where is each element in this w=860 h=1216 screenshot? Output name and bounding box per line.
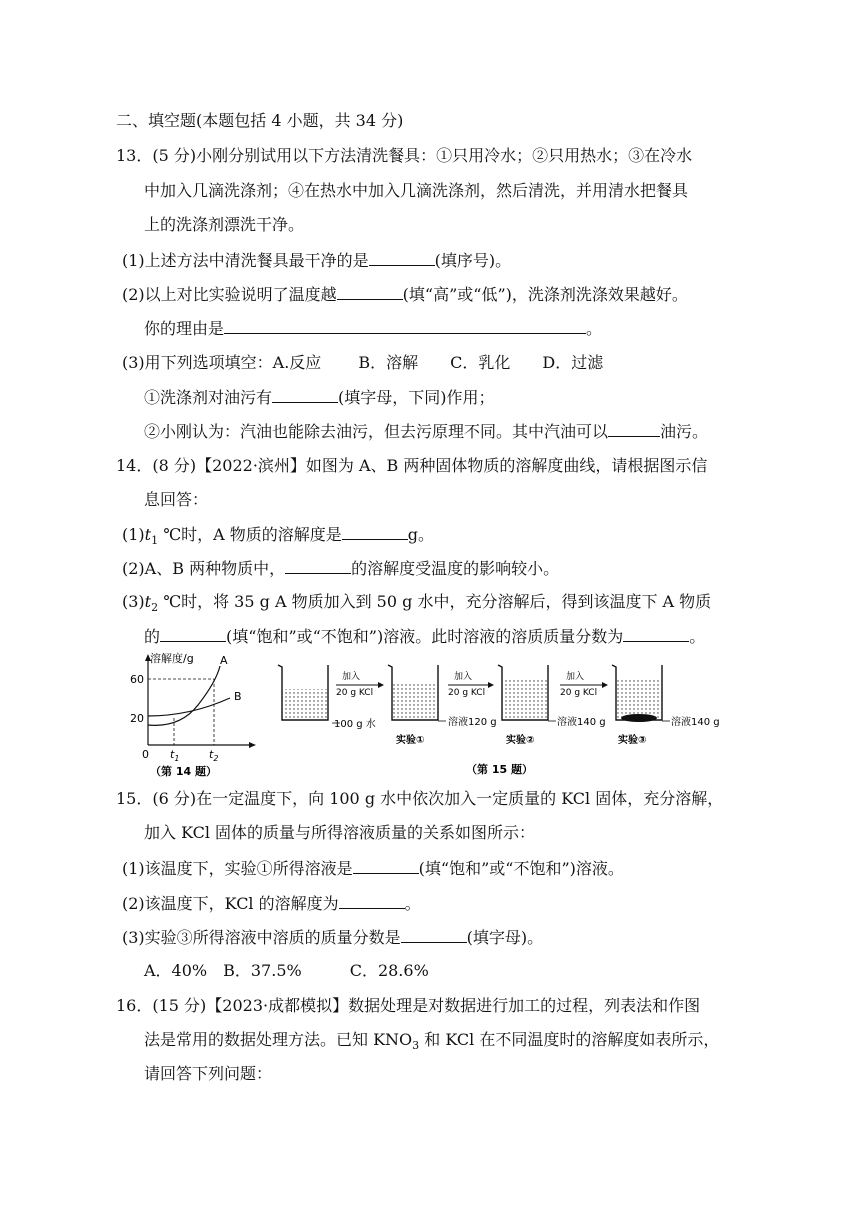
- beaker-exp1: [388, 665, 438, 720]
- t2-tick: $t_2$: [209, 748, 219, 763]
- q14-p1-tail: g。: [407, 525, 434, 544]
- answer-blank[interactable]: [342, 523, 408, 540]
- arrow-1: [378, 682, 384, 688]
- q15-p3-tail: (填字母)。: [466, 928, 544, 947]
- q15-part1: [122, 857, 624, 880]
- add-label-1: 加入: [342, 672, 361, 682]
- q14-p3e-text: 。: [689, 627, 706, 646]
- curve-b: [148, 698, 230, 716]
- q13-sub1-tail: (填字母，下同)作用；: [338, 388, 495, 407]
- curve-a: [148, 666, 220, 725]
- answer-blank[interactable]: [224, 317, 586, 334]
- q14-p1-text: ℃时，A 物质的溶解度是: [158, 525, 342, 544]
- q13-part3-sub1: [144, 386, 495, 409]
- origin-label: 0: [142, 748, 149, 761]
- q13-part3-sub2: [144, 420, 708, 443]
- kcl-label-1: 20 g KCl: [336, 688, 374, 698]
- solution-120-label: 溶液120 g: [448, 717, 497, 728]
- q13-reason: [144, 317, 602, 340]
- q15-p2-tail: 。: [404, 894, 421, 913]
- q13-part2: [122, 283, 688, 306]
- arrow-3: [602, 682, 608, 688]
- beaker-exp3: [612, 665, 662, 722]
- answer-blank[interactable]: [353, 857, 419, 874]
- answer-blank[interactable]: [272, 386, 338, 403]
- t2-symbol: t: [144, 592, 152, 611]
- figure-14-caption: （第 14 题）: [150, 765, 217, 778]
- q14-p2-tail: 的溶解度受温度的影响较小。: [351, 559, 560, 578]
- y-tick-60: 60: [130, 673, 144, 686]
- exp3-label: 实验③: [618, 735, 647, 746]
- solution-140-label-a: 溶液140 g: [557, 717, 606, 728]
- y-axis-label: 溶解度/g: [150, 652, 194, 665]
- x-axis-arrow: [249, 742, 256, 748]
- q15-p1-text: (1)该温度下，实验①所得溶液是: [122, 859, 353, 878]
- exp2-label: 实验②: [506, 735, 535, 746]
- answer-blank[interactable]: [339, 892, 405, 909]
- q14-line2: 息回答：: [144, 490, 209, 509]
- beaker-exp2: [498, 665, 548, 720]
- beaker-water: [278, 665, 328, 720]
- t1-symbol: t: [144, 525, 152, 544]
- q13-reason-tail: 。: [586, 319, 603, 338]
- curve-a-label: A: [220, 654, 228, 667]
- q13-part3: (3)用下列选项填空：A.反应 B．溶解 C．乳化 D．过滤: [122, 353, 604, 372]
- curve-b-label: B: [234, 690, 242, 703]
- q13-line3: 上的洗涤剂漂洗干净。: [144, 215, 305, 234]
- q15-options: A．40% B．37.5% C．28.6%: [144, 961, 429, 980]
- kcl-label-2: 20 g KCl: [448, 688, 486, 698]
- q13-reason-text: 你的理由是: [144, 319, 225, 338]
- q16-line1: 16．(15 分)【2023·成都模拟】数据处理是对数据进行加工的过程，列表法和作图: [116, 996, 701, 1015]
- undissolved-solid: [621, 714, 657, 722]
- q16-line2: [144, 1029, 719, 1057]
- t2-subscript: 2: [151, 601, 159, 615]
- q15-part3: [122, 926, 543, 949]
- kcl-label-3: 20 g KCl: [560, 688, 598, 698]
- q13-sub1-text: ①洗涤剂对油污有: [144, 388, 273, 407]
- q15-part2: [122, 892, 421, 915]
- q13-part2-tail: (填“高”或“低”)，洗涤剂洗涤效果越好。: [402, 285, 688, 304]
- q16-l2-tail: 和 KCl 在不同温度时的溶解度如表所示，: [419, 1030, 720, 1049]
- q13-sub2-tail: 油污。: [660, 422, 709, 441]
- solution-140-label-b: 溶液140 g: [671, 717, 720, 728]
- q14-p3-text: ℃时，将 35 g A 物质加入到 50 g 水中，充分溶解后，得到该温度下 A 物质: [158, 592, 712, 611]
- exp1-label: 实验①: [396, 735, 425, 746]
- answer-blank[interactable]: [285, 557, 351, 574]
- section-heading: 二、填空题(本题包括 4 小题，共 34 分): [116, 111, 404, 130]
- q13-line1: 13．(5 分)小刚分别试用以下方法清洗餐具：①只用冷水；②只用热水；③在冷水: [116, 146, 693, 165]
- arrow-2: [488, 682, 494, 688]
- q14-line1: 14．(8 分)【2022·滨州】如图为 A、B 两种固体物质的溶解度曲线，请根据图示信: [116, 456, 708, 475]
- q13-sub2-text: ②小刚认为：汽油也能除去油污，但去污原理不同。其中汽油可以: [144, 422, 609, 441]
- kno3-subscript: 3: [412, 1039, 420, 1053]
- answer-blank[interactable]: [337, 283, 403, 300]
- q14-part3: [122, 591, 711, 619]
- q13-line2: 中加入几滴洗涤剂；④在热水中加入几滴洗涤剂，然后清洗，并用清水把餐具: [144, 181, 689, 200]
- figure-15-caption: （第 15 题）: [466, 763, 533, 776]
- answer-blank[interactable]: [623, 625, 689, 642]
- q14-part2: [122, 557, 559, 580]
- add-label-2: 加入: [454, 672, 473, 682]
- add-label-3: 加入: [566, 672, 585, 682]
- q15-p3-text: (3)实验③所得溶液中溶质的质量分数是: [122, 928, 401, 947]
- q14-p3-prefix: (3): [122, 592, 145, 611]
- q13-part1: [122, 249, 511, 272]
- q13-part1-tail: (填序号)。: [434, 251, 512, 270]
- answer-blank[interactable]: [160, 625, 226, 642]
- answer-blank[interactable]: [608, 420, 660, 437]
- t1-subscript: 1: [151, 534, 159, 548]
- solubility-curve-figure: [120, 650, 260, 780]
- answer-blank[interactable]: [369, 249, 435, 266]
- q13-part2-text: (2)以上对比实验说明了温度越: [122, 285, 337, 304]
- q16-l2-text: 法是常用的数据处理方法。已知 KNO: [144, 1030, 413, 1049]
- t1-tick: $t_1$: [170, 748, 180, 763]
- q15-line2: 加入 KCl 固体的质量与所得溶液质量的关系如图所示：: [144, 823, 536, 842]
- q14-part3-cont: [144, 625, 705, 648]
- q14-p2-text: (2)A、B 两种物质中，: [122, 559, 286, 578]
- q15-p2-text: (2)该温度下，KCl 的溶解度为: [122, 894, 339, 913]
- q14-part1: [122, 523, 434, 552]
- q13-part1-text: (1)上述方法中清洗餐具最干净的是: [122, 251, 369, 270]
- q14-p3c-text: 的: [144, 627, 161, 646]
- water-label: 100 g 水: [334, 719, 376, 730]
- q14-p3d-text: (填“饱和”或“不饱和”)溶液。此时溶液的溶质质量分数为: [226, 627, 624, 646]
- q15-line1: 15．(6 分)在一定温度下，向 100 g 水中依次加入一定质量的 KCl 固体，充分溶解，: [116, 789, 724, 808]
- q16-line3: 请回答下列问题：: [144, 1064, 273, 1083]
- q15-p1-tail: (填“饱和”或“不饱和”)溶液。: [418, 859, 624, 878]
- answer-blank[interactable]: [401, 926, 467, 943]
- y-tick-20: 20: [130, 712, 144, 725]
- beaker-experiment-figure: [268, 655, 738, 780]
- q14-p1-prefix: (1): [122, 525, 145, 544]
